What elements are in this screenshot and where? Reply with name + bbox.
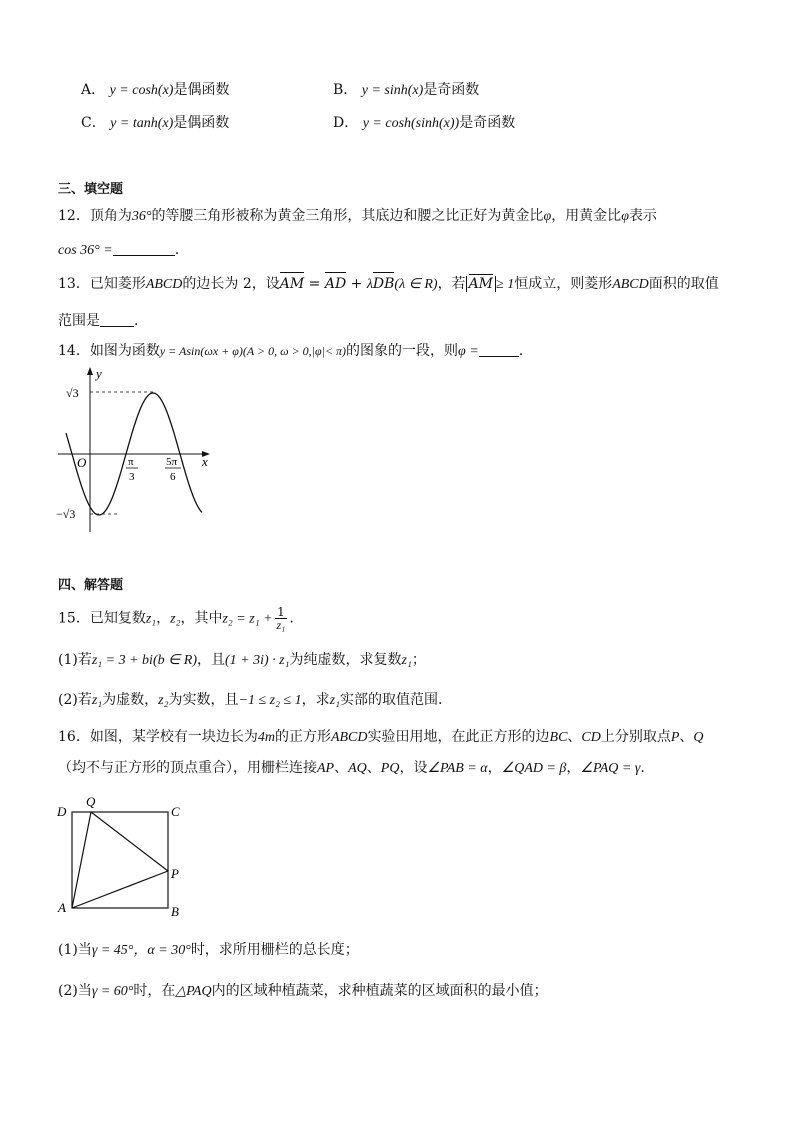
question-12-line1 — [58, 206, 657, 227]
q13-abcd: ABCD — [145, 277, 183, 292]
option-d-label: D． — [333, 115, 359, 131]
q15-p1-math2: (1 + 3i) · z₁ — [225, 653, 290, 668]
q13-vector-am-abs: AM — [468, 276, 494, 292]
question-15-part1 — [58, 650, 426, 671]
q13-condition: (λ ∈ R) — [394, 277, 438, 292]
q16-p1-math: γ = 45°，α = 30° — [91, 943, 191, 958]
option-c-text: 是偶函数 — [173, 115, 230, 131]
option-b-text: 是奇函数 — [423, 82, 480, 98]
q13-eq: = — [304, 276, 325, 292]
question-12-line2 — [58, 240, 179, 261]
q16-p: P — [670, 730, 680, 745]
section-4-title: 四、解答题 — [58, 578, 124, 593]
q14-phi: φ = — [458, 344, 479, 359]
q15-frac-den: z₁ — [276, 618, 286, 632]
q13-plus: + — [346, 276, 367, 292]
q15-p1-math1: z₁ = 3 + bi(b ∈ R) — [91, 653, 198, 668]
q16-text2: 的正方形 — [274, 729, 331, 745]
q15-p2-text2: 为实数，且 — [168, 692, 239, 708]
q13-text1: 已知菱形 — [89, 276, 146, 292]
q16-text4: 上分别取点 — [600, 729, 671, 745]
q16-comma-2: ， — [566, 760, 581, 776]
origin-label: O — [77, 455, 87, 470]
question-16-line2 — [58, 758, 645, 779]
option-d-math: y = cosh(sinh(x)) — [362, 116, 460, 131]
question-13-line1 — [58, 274, 719, 295]
q16-end: . — [640, 760, 645, 776]
q15-p1-text2: 为纯虚数，求复数 — [289, 652, 402, 668]
q15-p2-z1: z₁ — [91, 693, 103, 708]
vertex-c-label: C — [171, 804, 180, 819]
q15-p1-end: ； — [411, 652, 426, 668]
y-label: y — [96, 366, 102, 381]
option-a — [81, 80, 229, 101]
q12-answer-blank[interactable] — [113, 241, 175, 256]
question-16-part1 — [58, 940, 359, 961]
q16-abcd: ABCD — [330, 730, 368, 745]
q14-text1: 如图为函数 — [89, 343, 160, 359]
y-axis-arrow — [87, 367, 93, 375]
q16-number: 16． — [58, 729, 90, 745]
q16-angle-gamma: ∠PAQ = γ — [580, 761, 641, 776]
q12-number: 12． — [58, 208, 90, 224]
q16-comma-1: ， — [487, 760, 502, 776]
option-d — [333, 113, 515, 134]
option-a-math: y = cosh(x) — [109, 83, 174, 98]
q15-number: 15． — [58, 610, 90, 627]
q13-vector-db: DB — [372, 276, 395, 292]
q12-phi-2: φ — [621, 209, 629, 224]
neg-sqrt3-label: −√3 — [56, 507, 76, 521]
q13-ge: ≥ 1 — [496, 277, 515, 292]
tick-pi3-num: π — [128, 456, 134, 468]
q12-text2: 的等腰三角形被称为黄金三角形，其底边和腰之比正好为黄金比 — [151, 208, 544, 224]
tick-pi3-den: 3 — [129, 471, 135, 483]
q13-abs — [466, 276, 496, 292]
q13-text2: 的边长为 2，设 — [182, 276, 280, 292]
q15-fraction — [275, 606, 288, 631]
q13-text4: 恒成立，则菱形 — [514, 276, 613, 292]
q13-text3: ，若 — [437, 276, 466, 292]
q16-text1: 如图，某学校有一块边长为 — [89, 729, 258, 745]
tick-5pi6-den: 6 — [170, 471, 176, 483]
q16-p2-text2: 内的区域种植蔬菜，求种植蔬菜的区域面积的最小值； — [211, 983, 548, 999]
question-16-part2 — [58, 981, 548, 1002]
q16-sep-2: 、 — [679, 729, 694, 745]
tick-5pi6-num: 5π — [166, 456, 178, 468]
q13-lambda: λ — [366, 277, 373, 292]
q15-p1-z1: z₁ — [401, 653, 412, 668]
question-13-line2 — [58, 311, 138, 331]
q15-comma: ， — [156, 610, 171, 627]
q13-abcd-2: ABCD — [612, 277, 649, 292]
q16-sep-4: 、 — [366, 760, 381, 776]
q14-function: y = Asin(ωx + φ)(A > 0, ω > 0,|φ|< π) — [159, 344, 347, 358]
q13-vector-am: AM — [279, 276, 305, 292]
option-b-label: B． — [333, 82, 358, 98]
q16-p2-text1: 时，在 — [133, 983, 176, 999]
option-b — [333, 80, 479, 101]
question-15-part2 — [58, 690, 442, 711]
q13-number: 13． — [58, 276, 90, 292]
q16-pq: PQ — [380, 761, 400, 776]
q16-cd: CD — [581, 730, 601, 745]
q14-answer-blank[interactable] — [479, 342, 519, 357]
segment-ap — [72, 871, 168, 908]
q12-end: . — [174, 242, 180, 258]
q15-p2-math: −1 ≤ z₂ ≤ 1 — [238, 693, 302, 708]
q15-z2: z₂ — [170, 611, 181, 627]
vertex-a-label: A — [58, 900, 66, 915]
square-figure — [54, 792, 194, 922]
q12-text3: ，用黄金比 — [551, 208, 622, 224]
question-14-line1 — [58, 341, 523, 362]
q16-sep: 、 — [567, 729, 582, 745]
q16-ap: AP — [317, 761, 335, 776]
q15-p2-label: (2)若 — [58, 692, 92, 708]
q15-p2-z1-2: z₁ — [329, 693, 340, 708]
q13-vector-ad: AD — [324, 276, 347, 292]
q16-text5: ，设 — [399, 760, 428, 776]
point-p-label: P — [171, 866, 179, 881]
q13-answer-blank[interactable] — [100, 312, 134, 327]
segment-aq — [72, 812, 91, 908]
sqrt3-label: √3 — [66, 386, 79, 400]
x-label: x — [202, 454, 208, 469]
option-c-math: y = tanh(x) — [110, 116, 174, 131]
q14-number: 14． — [58, 343, 90, 359]
q16-p2-triangle: △PAQ — [175, 984, 212, 999]
q16-p2-math: γ = 60° — [91, 984, 134, 999]
vertex-b-label: B — [171, 904, 179, 919]
q15-frac-num: 1 — [275, 606, 288, 619]
option-c-label: C． — [81, 115, 106, 131]
q15-text2: ，其中 — [180, 610, 223, 627]
q16-length: 4m — [257, 730, 275, 745]
q16-sep-3: 、 — [334, 760, 349, 776]
q16-line2a: （均不与正方形的顶点重合），用栅栏连接 — [58, 760, 317, 776]
option-a-text: 是偶函数 — [173, 82, 230, 98]
q14-end: . — [518, 343, 524, 359]
segment-pq — [91, 812, 168, 871]
q16-aq: AQ — [348, 761, 367, 776]
q15-p2-text1: 为虚数， — [102, 692, 159, 708]
q16-angle-beta: ∠QAD = β — [501, 761, 567, 776]
q15-text1: 已知复数 — [89, 610, 146, 627]
q15-p1-label: (1)若 — [58, 652, 92, 668]
point-q-label: Q — [86, 794, 96, 809]
q13-line2: 范围是 — [58, 313, 100, 329]
q16-p1-label: (1)当 — [58, 942, 92, 958]
q15-p2-text4: 实部的取值范围. — [339, 692, 443, 708]
q12-cos: cos 36° = — [58, 243, 113, 258]
option-a-label: A． — [81, 82, 106, 98]
q15-p1-text1: ，且 — [197, 652, 226, 668]
section-3-title: 三、填空题 — [58, 182, 124, 197]
q16-text3: 实验田用地，在此正方形的边 — [367, 729, 550, 745]
option-b-math: y = sinh(x) — [361, 83, 424, 98]
q16-p1-text: 时，求所用栅栏的总长度； — [190, 942, 359, 958]
sine-graph — [52, 364, 222, 534]
q15-p2-z2: z₂ — [158, 693, 169, 708]
q15-z1: z₁ — [145, 611, 157, 627]
q12-text1: 顶角为 — [89, 208, 132, 224]
question-15-line1 — [58, 606, 294, 631]
q15-p2-text3: ，求 — [301, 692, 330, 708]
q16-q: Q — [693, 730, 704, 745]
q12-text4: 表示 — [628, 208, 657, 224]
option-d-text: 是奇函数 — [459, 115, 516, 131]
q16-p2-label: (2)当 — [58, 983, 92, 999]
question-16-line1 — [58, 727, 704, 748]
q14-text2: 的图象的一段，则 — [346, 343, 459, 359]
q15-end: . — [289, 610, 294, 627]
q13-text5: 面积的取值 — [648, 276, 719, 292]
option-c — [81, 113, 229, 134]
vertex-d-label: D — [57, 804, 67, 819]
q16-bc: BC — [549, 730, 568, 745]
q15-eq: z₂ = z₁ + — [222, 611, 273, 627]
q16-angle-alpha: ∠PAB = α — [427, 761, 488, 776]
q12-phi: φ — [543, 209, 552, 224]
q13-end: . — [134, 313, 139, 329]
q12-angle: 36° — [131, 209, 152, 224]
